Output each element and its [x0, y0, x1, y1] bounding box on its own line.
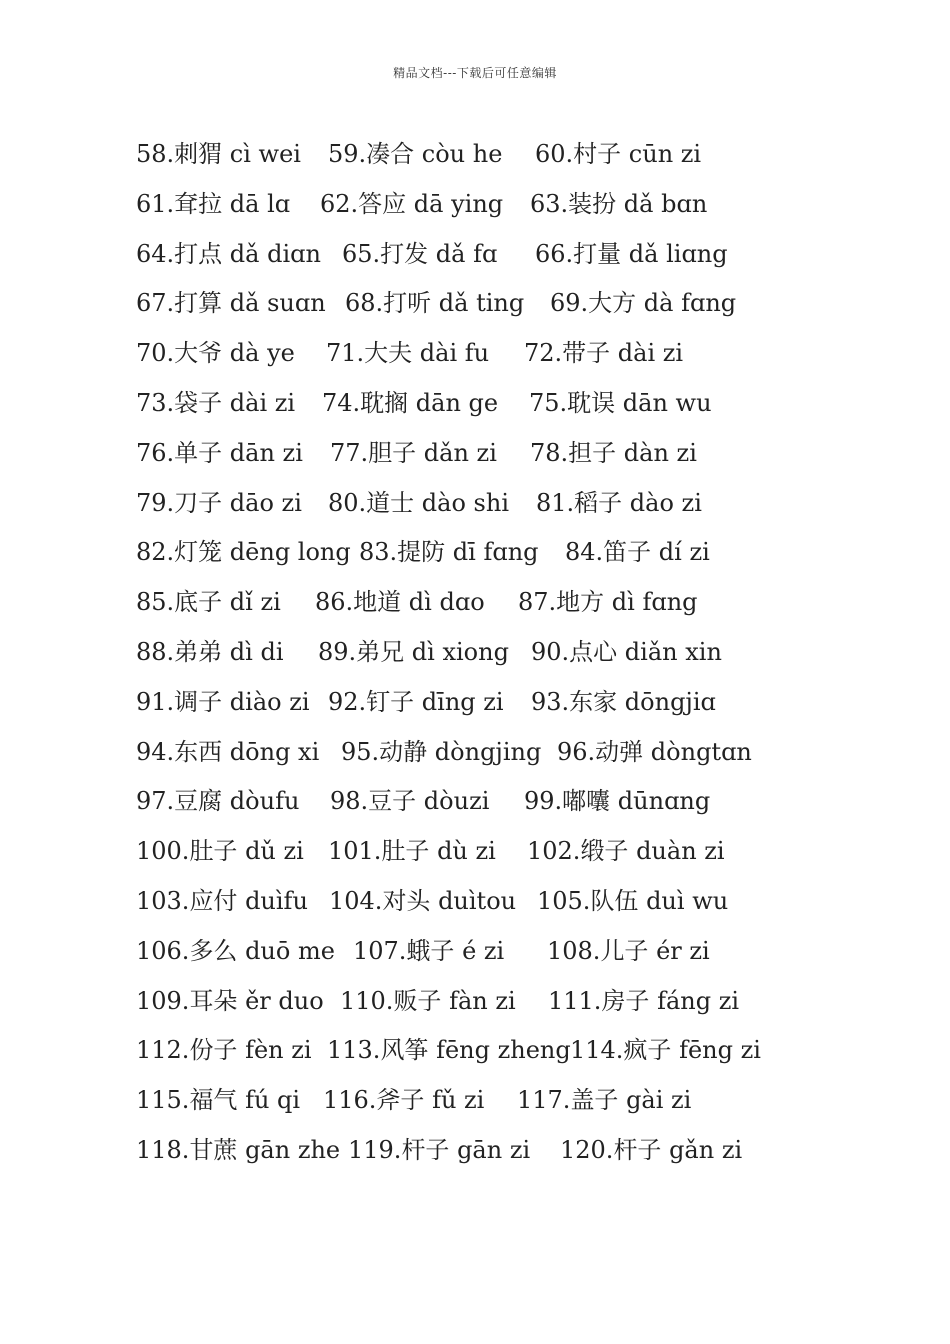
vocabulary-entry: 87.地方 dì fɑng	[518, 588, 698, 617]
entry-row	[136, 333, 856, 383]
vocabulary-entry: 115.福气 fú qi	[136, 1086, 301, 1115]
entry-row	[136, 931, 856, 981]
vocabulary-entry: 79.刀子 dāo zi	[136, 488, 302, 517]
vocabulary-entry: 94.东西 dōng xi	[136, 737, 320, 766]
entry-row	[136, 1030, 856, 1080]
entry-row	[136, 831, 856, 881]
vocabulary-entry: 100.肚子 dǔ zi	[136, 837, 304, 866]
vocabulary-entry: 59.凑合 còu he	[328, 140, 503, 168]
vocabulary-entry: 103.应付 duìfu	[136, 886, 308, 915]
vocabulary-entry: 70.大爷 dà ye	[136, 339, 295, 368]
vocabulary-entry: 109.耳朵 ěr duo	[136, 986, 324, 1015]
vocabulary-entry: 92.钉子 dīng zi	[328, 687, 504, 716]
vocabulary-entry: 66.打量 dǎ liɑng	[535, 239, 728, 268]
vocabulary-entry: 75.耽误 dān wu	[529, 388, 712, 417]
entry-row	[136, 483, 856, 533]
vocabulary-entry: 98.豆子 dòuzi	[330, 787, 490, 816]
entry-row	[136, 134, 856, 184]
vocabulary-entry: 120.杆子 gǎn zi	[560, 1135, 743, 1164]
vocabulary-entry: 110.贩子 fàn zi	[340, 986, 516, 1015]
vocabulary-entry: 118.甘蔗 gān zhe	[136, 1135, 341, 1164]
vocabulary-entry: 69.大方 dà fɑng	[550, 289, 737, 318]
vocabulary-entry: 97.豆腐 dòufu	[136, 787, 300, 816]
vocabulary-entry: 76.单子 dān zi	[136, 438, 303, 467]
vocabulary-entry: 65.打发 dǎ fɑ	[342, 239, 498, 268]
vocabulary-entry: 119.杆子 gān zi	[348, 1135, 531, 1164]
vocabulary-entry: 84.笛子 dí zi	[565, 538, 710, 567]
entry-row	[136, 981, 856, 1031]
page-header-watermark: 精品文档---下载后可任意编辑	[393, 66, 557, 80]
vocabulary-entry: 95.动静 dòngjing	[341, 737, 542, 766]
entry-row	[136, 1130, 856, 1180]
entry-row	[136, 781, 856, 831]
vocabulary-entry: 68.打听 dǎ ting	[345, 289, 525, 318]
entry-row	[136, 881, 856, 931]
entry-row	[136, 283, 856, 333]
entry-row	[136, 383, 856, 433]
vocabulary-entry: 62.答应 dā ying	[320, 189, 504, 218]
vocabulary-entry: 116.斧子 fǔ zi	[323, 1086, 485, 1115]
vocabulary-entry: 64.打点 dǎ diɑn	[136, 239, 321, 268]
vocabulary-entry: 104.对头 duìtou	[329, 886, 517, 915]
vocabulary-entry: 78.担子 dàn zi	[530, 438, 697, 467]
vocabulary-entry: 106.多么 duō me	[136, 936, 335, 965]
vocabulary-entry: 114.疯子 fēng zi	[570, 1036, 761, 1065]
vocabulary-entry: 73.袋子 dài zi	[136, 388, 296, 417]
vocabulary-entry: 58.刺猬 cì wei	[136, 140, 301, 168]
vocabulary-entry: 108.儿子 ér zi	[547, 936, 710, 965]
vocabulary-entry: 85.底子 dǐ zi	[136, 588, 281, 617]
vocabulary-entry: 61.耷拉 dā lɑ	[136, 189, 291, 218]
vocabulary-list	[136, 134, 856, 1180]
entry-row	[136, 632, 856, 682]
entry-row	[136, 1080, 856, 1130]
entry-row	[136, 732, 856, 782]
vocabulary-entry: 60.村子 cūn zi	[535, 140, 702, 168]
vocabulary-entry: 91.调子 diào zi	[136, 687, 310, 716]
entry-row	[136, 234, 856, 284]
vocabulary-entry: 67.打算 dǎ suɑn	[136, 289, 326, 318]
vocabulary-entry: 82.灯笼 dēng long	[136, 538, 351, 567]
vocabulary-entry: 99.嘟囔 dūnɑng	[524, 787, 711, 816]
vocabulary-entry: 81.稻子 dào zi	[536, 488, 702, 517]
entry-row	[136, 184, 856, 234]
vocabulary-entry: 93.东家 dōngjiɑ	[531, 687, 716, 716]
vocabulary-entry: 77.胆子 dǎn zi	[330, 438, 497, 467]
vocabulary-entry: 117.盖子 gài zi	[517, 1086, 692, 1115]
vocabulary-entry: 86.地道 dì dɑo	[315, 588, 485, 617]
vocabulary-entry: 90.点心 diǎn xin	[531, 637, 722, 666]
entry-row	[136, 682, 856, 732]
vocabulary-entry: 107.蛾子 é zi	[353, 936, 505, 965]
vocabulary-entry: 102.缎子 duàn zi	[527, 837, 725, 866]
vocabulary-entry: 83.提防 dī fɑng	[359, 538, 539, 567]
vocabulary-entry: 72.带子 dài zi	[524, 339, 684, 368]
vocabulary-entry: 112.份子 fèn zi	[136, 1036, 312, 1065]
vocabulary-entry: 80.道士 dào shi	[328, 488, 509, 517]
entry-row	[136, 532, 856, 582]
vocabulary-entry: 113.风筝 fēng zheng	[327, 1036, 571, 1065]
entry-row	[136, 582, 856, 632]
entry-row	[136, 433, 856, 483]
vocabulary-entry: 96.动弹 dòngtɑn	[557, 737, 752, 766]
vocabulary-entry: 88.弟弟 dì di	[136, 637, 284, 666]
vocabulary-entry: 105.队伍 duì wu	[537, 886, 729, 915]
vocabulary-entry: 111.房子 fáng zi	[548, 986, 740, 1015]
vocabulary-entry: 74.耽搁 dān ge	[322, 388, 499, 417]
vocabulary-entry: 101.肚子 dù zi	[328, 837, 496, 866]
vocabulary-entry: 63.装扮 dǎ bɑn	[530, 189, 708, 218]
vocabulary-entry: 71.大夫 dài fu	[326, 339, 490, 368]
vocabulary-entry: 89.弟兄 dì xiong	[318, 637, 509, 666]
